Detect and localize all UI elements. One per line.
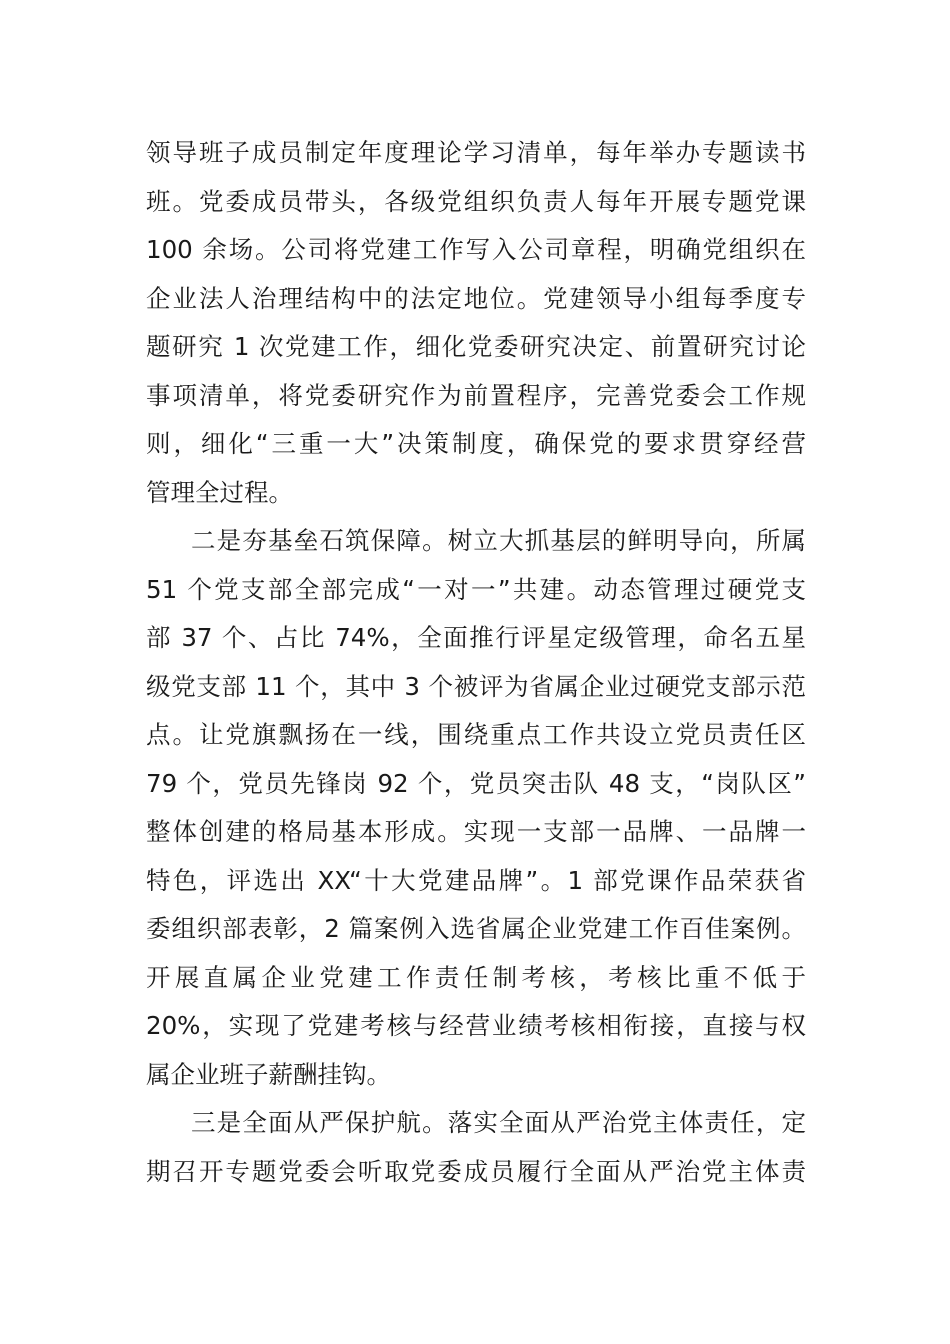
text-line: 特色，评选出 XX“十大党建品牌”。1 部党课作品荣获省	[146, 865, 806, 895]
body-text	[146, 129, 806, 1196]
text-line: 领导班子成员制定年度理论学习清单，每年举办专题读书	[146, 138, 806, 167]
paragraph-strict-governance	[146, 1099, 806, 1196]
paragraph-grassroots	[146, 517, 806, 1099]
text-line: 属企业班子薪酬挂钩。	[146, 1059, 391, 1089]
text-line: 管理全过程。	[146, 477, 293, 507]
text-line: 题研究 1 次党建工作，细化党委研究决定、前置研究讨论	[146, 332, 806, 361]
text-line: 班。党委成员带头，各级党组织负责人每年开展专题党课	[146, 186, 806, 216]
text-line: 则，细化“三重一大”决策制度，确保党的要求贯穿经营	[146, 429, 806, 458]
text-line: 委组织部表彰，2 篇案例入选省属企业党建工作百佳案例。	[146, 914, 806, 943]
text-line: 事项清单，将党委研究作为前置程序，完善党委会工作规	[146, 380, 806, 410]
text-line: 企业法人治理结构中的法定地位。党建领导小组每季度专	[146, 283, 806, 313]
text-line: 期召开专题党委会听取党委成员履行全面从严治党主体责	[146, 1156, 806, 1186]
text-line: 51 个党支部全部完成“一对一”共建。动态管理过硬党支	[146, 574, 806, 604]
text-line: 79 个，党员先锋岗 92 个，党员突击队 48 支，“岗队区”	[146, 768, 806, 798]
paragraph-leadership	[146, 129, 806, 517]
text-line: 整体创建的格局基本形成。实现一支部一品牌、一品牌一	[146, 817, 806, 846]
text-line: 点。让党旗飘扬在一线，围绕重点工作共设立党员责任区	[146, 720, 806, 749]
text-line: 二是夯基垒石筑保障。树立大抓基层的鲜明导向，所属	[191, 526, 806, 555]
text-line: 20%，实现了党建考核与经营业绩考核相衔接，直接与权	[146, 1011, 806, 1040]
text-line: 部 37 个、占比 74%，全面推行评星定级管理，命名五星	[146, 623, 806, 652]
text-line: 开展直属企业党建工作责任制考核，考核比重不低于	[146, 962, 806, 992]
text-line: 三是全面从严保护航。落实全面从严治党主体责任，定	[191, 1108, 806, 1137]
text-line: 级党支部 11 个，其中 3 个被评为省属企业过硬党支部示范	[146, 671, 806, 701]
text-line: 100 余场。公司将党建工作写入公司章程，明确党组织在	[146, 235, 806, 264]
